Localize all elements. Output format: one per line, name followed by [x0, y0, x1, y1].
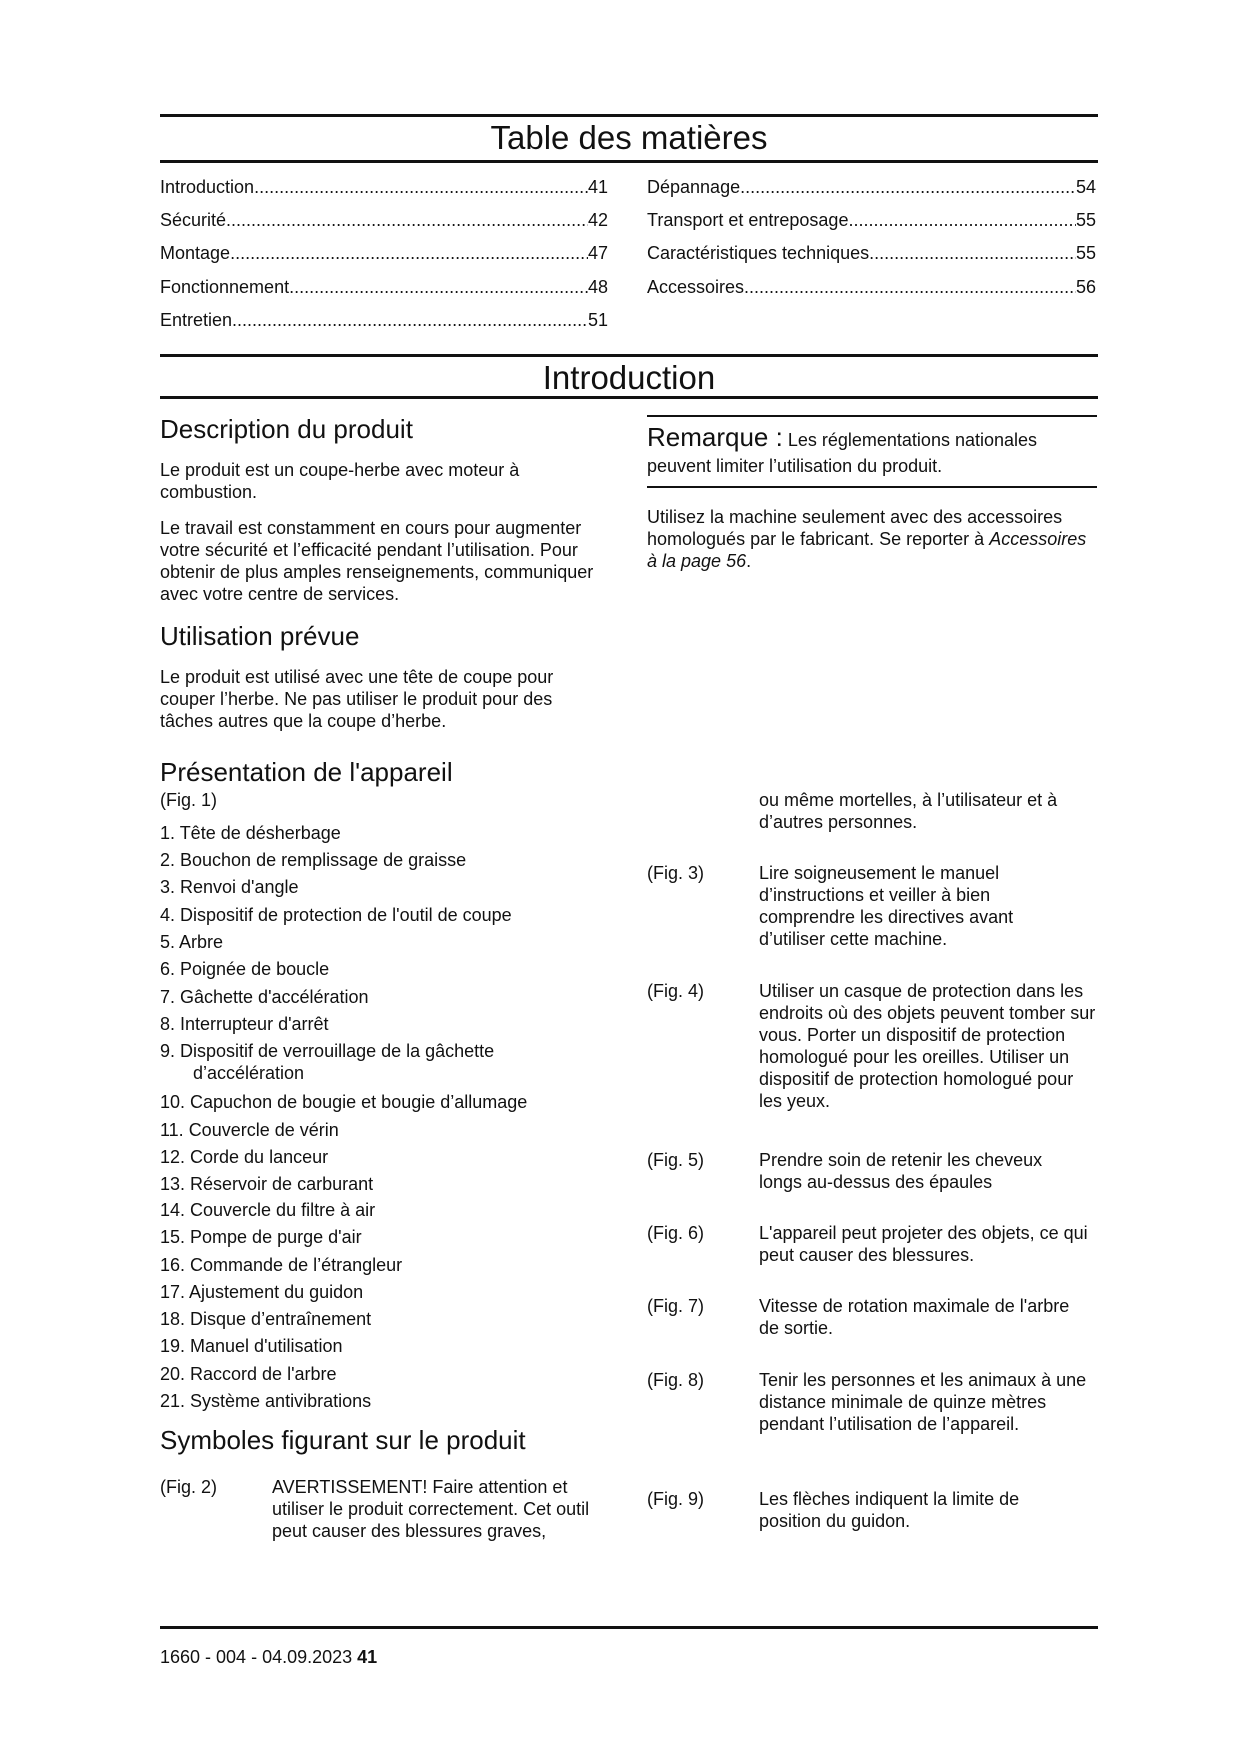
parts-list-item: 15. Pompe de purge d'air [160, 1227, 362, 1247]
parts-list-item: 4. Dispositif de protection de l'outil de coupe [160, 905, 512, 925]
note-text: Les réglementations nationales peuvent limiter l’utilisation du produit. [647, 430, 1038, 476]
parts-list-item: 14. Couvercle du filtre à air [160, 1200, 376, 1220]
toc-entry[interactable]: Entretien ..... 51 [160, 309, 608, 331]
toc-entry[interactable]: Transport et entreposage ..... 55 [647, 209, 1096, 231]
parts-list-item: 13. Réservoir de carburant [160, 1174, 374, 1194]
symbols-heading: Symboles figurant sur le produit [160, 1425, 526, 1455]
footer-doc-id: 1660 - 004 - 04.09.2023 [160, 1647, 353, 1667]
toc-title: Table des matières [490, 119, 768, 156]
parts-list-item-continuation: d’accélération [193, 1063, 305, 1083]
description-paragraph-2: Le travail est constamment en cours pour augmenter votre sécurité et l’efficacité pendant l’utilisation. Pour obtenir de plus amples renseignements, communiquer avec votre centre de services. [160, 518, 594, 604]
accessories-end: . [746, 551, 752, 571]
toc-entry[interactable]: Accessoires ..... 56 [647, 276, 1096, 298]
parts-list-item: 16. Commande de l’étrangleur [160, 1255, 403, 1275]
note-top-rule [647, 415, 1097, 417]
overview-heading: Présentation de l'appareil [160, 757, 453, 787]
symbol-fig-ref: (Fig. 7) [647, 1296, 705, 1316]
symbol-fig-ref: (Fig. 4) [647, 981, 705, 1001]
parts-list-item: 3. Renvoi d'angle [160, 877, 299, 897]
toc-top-rule [160, 114, 1098, 117]
footer-rule [160, 1626, 1098, 1629]
parts-list-item-text: 9. Dispositif de verrouillage de la gâchette [160, 1041, 495, 1061]
accessories-text: Utilisez la machine seulement avec des accessoires homologués par le fabricant. Se reporter à [647, 507, 1063, 549]
symbol-fig-ref: (Fig. 3) [647, 863, 705, 883]
description-paragraph-1: Le produit est un coupe-herbe avec moteur à combustion. [160, 460, 520, 502]
symbol-text: Vitesse de rotation maximale de l'arbre de sortie. [759, 1296, 1070, 1338]
footer-page-number: 41 [357, 1647, 378, 1667]
symbol-text: Prendre soin de retenir les cheveux longs au-dessus des épaules [759, 1150, 1043, 1192]
parts-list-item: 21. Système antivibrations [160, 1391, 372, 1411]
intended-use-heading: Utilisation prévue [160, 621, 360, 651]
parts-list-item: 7. Gâchette d'accélération [160, 987, 369, 1007]
toc-entry[interactable]: Introduction ..... 41 [160, 176, 608, 198]
symbol-fig-ref: (Fig. 9) [647, 1489, 705, 1509]
symbol-fig-ref: (Fig. 5) [647, 1150, 705, 1170]
symbol-fig-ref: (Fig. 8) [647, 1370, 705, 1390]
intro-bottom-rule [160, 396, 1098, 399]
note-box [647, 424, 1097, 479]
parts-list-item: 19. Manuel d'utilisation [160, 1336, 343, 1356]
parts-list-item: 11. Couvercle de vérin [160, 1120, 339, 1140]
accessories-paragraph [647, 506, 1097, 572]
symbol-fig-ref: (Fig. 6) [647, 1223, 705, 1243]
intro-top-rule [160, 354, 1098, 357]
toc-entry[interactable]: Sécurité ..... 42 [160, 209, 608, 231]
parts-list-item: 10. Capuchon de bougie et bougie d’allumage [160, 1092, 528, 1112]
toc-entry[interactable]: Dépannage ..... 54 [647, 176, 1096, 198]
toc-bottom-rule [160, 160, 1098, 163]
symbol-text: L'appareil peut projeter des objets, ce qui peut causer des blessures. [759, 1223, 1088, 1265]
parts-list-item: 2. Bouchon de remplissage de graisse [160, 850, 467, 870]
parts-list-item [160, 1040, 630, 1084]
parts-list-item: 20. Raccord de l'arbre [160, 1364, 337, 1384]
parts-list-item: 5. Arbre [160, 932, 224, 952]
toc-entry[interactable]: Fonctionnement ..... 48 [160, 276, 608, 298]
symbol-fig-ref: (Fig. 2) [160, 1477, 218, 1497]
overview-fig-ref: (Fig. 1) [160, 790, 218, 810]
parts-list-item: 18. Disque d’entraînement [160, 1309, 372, 1329]
note-label: Remarque : [647, 422, 783, 452]
description-heading: Description du produit [160, 414, 413, 444]
parts-list-item: 12. Corde du lanceur [160, 1147, 329, 1167]
symbol-text: AVERTISSEMENT! Faire attention et utiliser le produit correctement. Cet outil peut causer des blessures graves, [272, 1477, 590, 1541]
intro-title: Introduction [542, 359, 716, 396]
accessories-link[interactable]: Accessoires à la page 56 [647, 529, 1087, 571]
intended-use-paragraph: Le produit est utilisé avec une tête de coupe pour couper l’herbe. Ne pas utiliser le produit pour des tâches autres que la coupe d’herbe. [160, 667, 554, 731]
symbol-text-continuation: ou même mortelles, à l’utilisateur et à d’autres personnes. [759, 790, 1058, 832]
symbol-text: Les flèches indiquent la limite de position du guidon. [759, 1489, 1020, 1531]
parts-list-item: 1. Tête de désherbage [160, 823, 341, 843]
parts-list-item: 8. Interrupteur d'arrêt [160, 1014, 329, 1034]
symbol-text: Tenir les personnes et les animaux à une distance minimale de quinze mètres pendant l’utilisation de l’appareil. [759, 1370, 1087, 1434]
parts-list-item: 17. Ajustement du guidon [160, 1282, 364, 1302]
toc-entry[interactable]: Caractéristiques techniques ..... 55 [647, 242, 1096, 264]
toc-entry[interactable]: Montage ..... 47 [160, 242, 608, 264]
note-bottom-rule [647, 486, 1097, 488]
parts-list-item: 6. Poignée de boucle [160, 959, 330, 979]
symbol-text: Lire soigneusement le manuel d’instructions et veiller à bien comprendre les directives avant d’utiliser cette machine. [759, 863, 1014, 949]
symbol-text: Utiliser un casque de protection dans les endroits où des objets peuvent tomber sur vous. Porter un dispositif de protection homologué pour les oreilles. Utiliser un dispositif de protection homologué pour les yeux. [759, 981, 1096, 1111]
footer [160, 1646, 377, 1668]
